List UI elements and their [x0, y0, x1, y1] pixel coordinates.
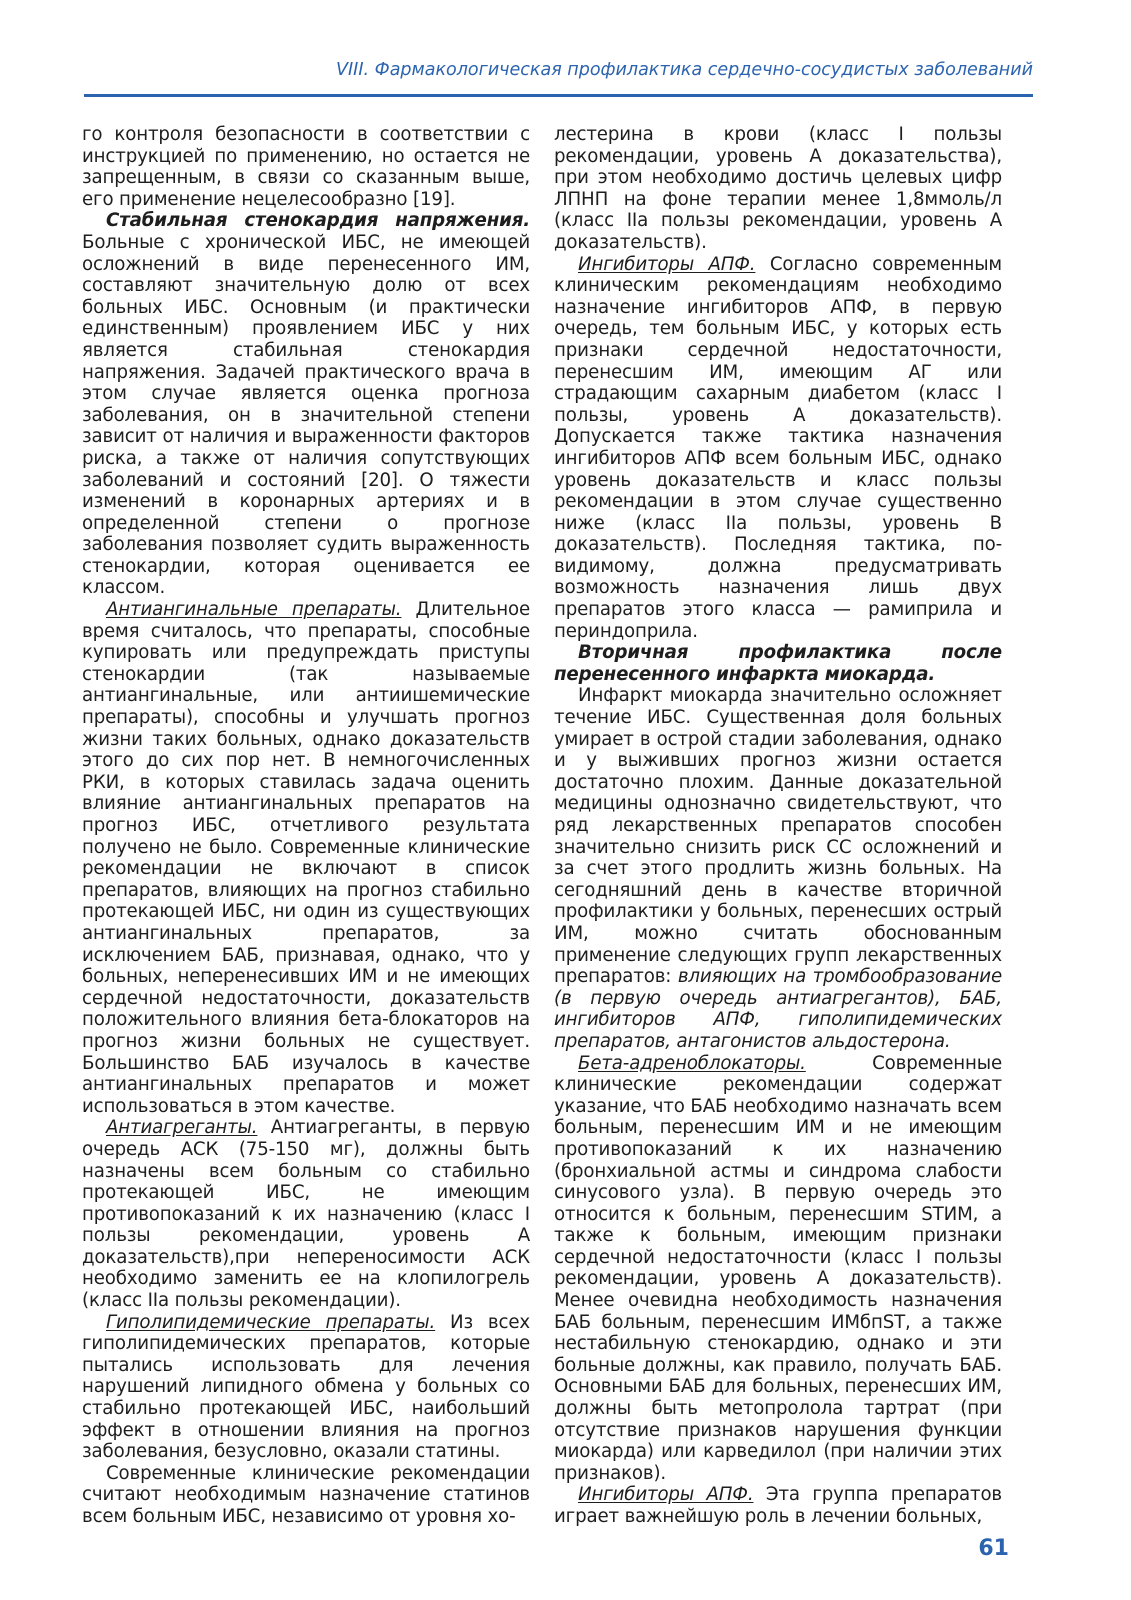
subheading-ace-inhibitors: Ингибиторы АПФ. — [578, 253, 756, 275]
paragraph-text: Эта группа препаратов играет важнейшую роль в лечении больных, — [554, 1484, 1002, 1527]
paragraph-text: Антиагреганты, в первую очередь АСК (75-150 мг), должны быть назначены всем больным со стабильно протекающей ИБС, не имеющим противопоказаний к их назначению (класс I пользы рекомендации, уровень А доказательств),при непереносимости АСК необходимо заменить ее на клопилогрель (класс IIa пользы рекомендации). — [82, 1117, 530, 1312]
left-column — [82, 124, 530, 1528]
paragraph-lipid-lowering — [82, 1312, 530, 1463]
paragraph-antianginal — [82, 599, 530, 1117]
page-number: 61 — [978, 1536, 1009, 1561]
paragraph-text: Больные с хронической ИБС, не имеющей осложнений в виде перенесенного ИМ, составляют значительную долю от всех больных ИБС. Основным (и практически единственным) проявлением ИБС у них является стабильная стенокардия напряжения. Задачей практического врача в этом случае является оценка прогноза заболевания, он в значительной степени зависит от наличия и выраженности факторов риска, а также от наличия сопутствующих заболеваний и состояний [20]. О тяжести изменений в коронарных артериях и в определенной степени о прогнозе заболевания позволяет судить выраженность стенокардии, которая оценивается ее классом. — [82, 231, 530, 599]
subheading-antiplatelets: Антиагреганты. — [106, 1117, 258, 1139]
paragraph-text: Из всех гиполипидемических препаратов, которые пытались использовать для лечения нарушений липидного обмена у больных со стабильно протекающей ИБС, наибольший эффект в отношении влияния на прогноз заболевания, безусловно, оказали статины. — [82, 1311, 530, 1463]
paragraph-text: Согласно современным клиническим рекомендациям необходимо назначение ингибиторов АПФ, в первую очередь, тем больным ИБС, у которых есть признаки сердечной недостаточности, перенесшим ИМ, имеющим АГ или страдающим сахарным диабетом (класс I пользы, уровень А доказательств). Допускается также тактика назначения ингибиторов АПФ всем больным ИБС, однако уровень доказательств и класс пользы рекомендации в этом случае существенно ниже (класс IIa пользы, уровень В доказательств). Последняя тактика, по-видимому, должна предусматривать возможность назначения лишь двух препаратов этого класса — рамиприла и периндоприла. — [554, 253, 1002, 642]
paragraph-text: Инфаркт миокарда значительно осложняет течение ИБС. Существенная доля больных умирает в острой стадии заболевания, однако и у выживших прогноз жизни остается достаточно плохим. Данные доказательной медицины однозначно свидетельствуют, что ряд лекарственных препаратов способен значительно снизить риск СС осложнений и за счет этого продлить жизнь больных. На сегодняшний день в качестве вторичной профилактики у больных, перенесших острый ИМ, можно считать обоснованным применение следующих групп лекарственных препаратов: — [554, 685, 1002, 988]
paragraph-text: Современные клинические рекомендации содержат указание, что БАБ необходимо назначать всем больным, перенесшим ИМ и не имеющим противопоказаний к их назначению (бронхиальной астмы и синдрома слабости синусового узла). В первую очередь это относится к больным, перенесшим STИМ, а также к больным, имеющим признаки сердечной недостаточности (класс I пользы рекомендации, уровень А доказательств). Менее очевидна необходимость назначения БАБ больным, перенесшим ИМбпST, а также нестабильную стенокардию, однако и эти больные должны, как правило, получать БАБ. Основными БАБ для больных, перенесших ИМ, должны быть метопролола тартрат (при отсутствие признаков нарушения функции миокарда) или карведилол (при наличии этих признаков). — [554, 1052, 1002, 1484]
subheading-beta-blockers: Бета-адреноблокаторы. — [578, 1052, 806, 1074]
subheading-lipid-lowering: Гиполипидемические препараты. — [106, 1311, 436, 1333]
paragraph-beta-blockers — [554, 1053, 1002, 1485]
paragraph-stable-angina — [82, 210, 530, 599]
paragraph-italic-list: влияющих на тромбообразование (в первую очередь антиагрегантов), БАБ, ингибиторов АПФ, гиполипидемических препаратов, антагонистов альдостерона. — [554, 966, 1003, 1052]
paragraph-antiplatelets — [82, 1117, 530, 1311]
paragraph-text: Длительное время считалось, что препараты, способные купировать или предупреждать приступы стенокардии (так называемые антиангинальные, или антиишемические препараты), способны и улучшать прогноз жизни таких больных, однако доказательств этого до сих пор нет. В немногочисленных РКИ, в которых ставилась задача оценить влияние антиангинальных препаратов на прогноз ИБС, отчетливого результата получено не было. Современные клинические рекомендации не включают в список препаратов, влияющих на прогноз стабильно протекающей ИБС, ни один из существующих антиангинальных препаратов, за исключением БАБ, признавая, однако, что у больных, неперенесивших ИМ и не имеющих сердечной недостаточности, доказательств положительного влияния бета-блокаторов на прогноз жизни больных не существует. Большинство БАБ изучалось в качестве антиангинальных препаратов и может использоваться в этом качестве. — [82, 599, 531, 1117]
chapter-title: VIII. Фармакологическая профилактика сердечно-сосудистых заболеваний — [336, 60, 1033, 80]
paragraph-ace-inhibitors — [554, 254, 1002, 643]
subheading-ace-inhibitors-2: Ингибиторы АПФ. — [578, 1484, 754, 1506]
paragraph-myocardial-infarction — [554, 685, 1002, 1052]
paragraph-statins: Современные клинические рекомендации считают необходимым назначение статинов всем больным ИБС, независимо от уровня хо- — [82, 1462, 530, 1527]
paragraph-continued: го контроля безопасности в соответствии с инструкцией по применению, но остается не запрещенным, в связи со сказанным выше, его применение нецелесообразно [19]. — [82, 124, 530, 210]
section-heading-stable-angina: Стабильная стенокардия напряжения. — [106, 210, 530, 232]
paragraph-ace-inhibitors-2 — [554, 1484, 1002, 1527]
running-header — [84, 0, 1033, 97]
section-heading-secondary-prevention: Вторичная профилактика после перенесенного инфаркта миокарда. — [554, 642, 1002, 685]
paragraph-continued: лестерина в крови (класс I пользы рекомендации, уровень А доказательства), при этом необходимо достичь целевых цифр ЛПНП на фоне терапии менее 1,8ммоль/л (класс IIa пользы рекомендации, уровень А доказательств). — [554, 124, 1002, 253]
subheading-antianginal: Антиангинальные препараты. — [106, 599, 402, 621]
right-column — [554, 124, 1002, 1528]
